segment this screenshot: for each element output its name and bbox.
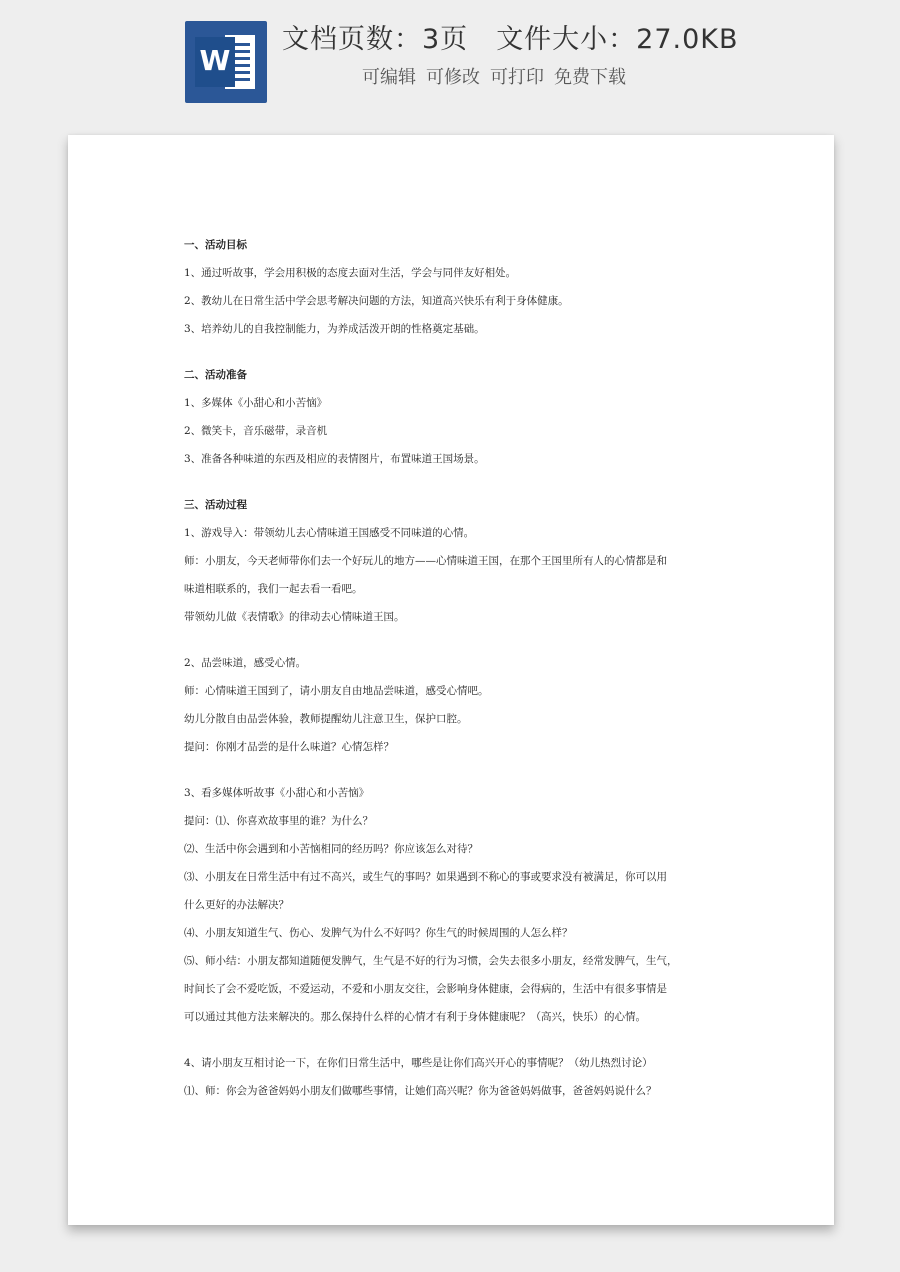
document-line: ⑶、小朋友在日常生活中有过不高兴，或生气的事吗？如果遇到不称心的事或要求没有被满足，你可以用	[184, 871, 667, 883]
document-line: 什么更好的办法解决？	[184, 899, 289, 911]
file-size: 文件大小：27.0KB	[496, 24, 739, 55]
section-heading: 二、活动准备	[184, 369, 247, 381]
file-info-title	[282, 22, 739, 58]
feature-editable: 可编辑	[362, 67, 416, 88]
paragraph-spacer	[184, 1031, 724, 1049]
document-line: 1、游戏导入：带领幼儿去心情味道王国感受不同味道的心情。	[184, 527, 475, 539]
document-line: 带领幼儿做《表情歌》的律动去心情味道王国。	[184, 611, 405, 623]
document-line: ⑸、师小结：小朋友都知道随便发脾气，生气是不好的行为习惯，会失去很多小朋友，经常发脾气，生气，	[184, 955, 678, 967]
page-count: 文档页数：3页	[282, 24, 469, 55]
document-line: 味道相联系的，我们一起去看一看吧。	[184, 583, 363, 595]
document-body	[184, 231, 724, 1105]
document-page	[68, 135, 834, 1225]
icon-letter: W	[199, 44, 231, 77]
document-line: 可以通过其他方法来解决的。那么保持什么样的心情才有利于身体健康呢？（高兴，快乐）的心情。	[184, 1011, 646, 1023]
document-line: 2、品尝味道，感受心情。	[184, 657, 307, 669]
document-line: 幼儿分散自由品尝体验，教师提醒幼儿注意卫生，保护口腔。	[184, 713, 468, 725]
paragraph-spacer	[184, 343, 724, 361]
document-line: ⑵、生活中你会遇到和小苦恼相同的经历吗？你应该怎么对待？	[184, 843, 478, 855]
document-line: 师：小朋友，今天老师带你们去一个好玩儿的地方——心情味道王国，在那个王国里所有人的心情都是和	[184, 555, 667, 567]
document-line: 1、多媒体《小甜心和小苦恼》	[184, 397, 328, 409]
document-line: 2、教幼儿在日常生活中学会思考解决问题的方法，知道高兴快乐有利于身体健康。	[184, 295, 569, 307]
feature-printable: 可打印	[490, 67, 544, 88]
document-line: 提问：⑴、你喜欢故事里的谁？为什么？	[184, 815, 373, 827]
download-header	[0, 0, 900, 125]
document-line: 3、培养幼儿的自我控制能力，为养成活泼开朗的性格奠定基础。	[184, 323, 485, 335]
document-line: 2、微笑卡，音乐磁带，录音机	[184, 425, 328, 437]
feature-modifiable: 可修改	[426, 67, 480, 88]
paragraph-spacer	[184, 473, 724, 491]
paragraph-spacer	[184, 631, 724, 649]
paragraph-spacer	[184, 761, 724, 779]
document-line: ⑷、小朋友知道生气、伤心、发脾气为什么不好吗？你生气的时候周围的人怎么样？	[184, 927, 573, 939]
document-line: 4、请小朋友互相讨论一下，在你们日常生活中，哪些是让你们高兴开心的事情呢？（幼儿热烈讨论）	[184, 1057, 653, 1069]
section-heading: 一、活动目标	[184, 239, 247, 251]
section-heading: 三、活动过程	[184, 499, 247, 511]
document-line: 1、通过听故事，学会用积极的态度去面对生活，学会与同伴友好相处。	[184, 267, 517, 279]
word-document-icon	[185, 21, 267, 103]
document-line: 3、准备各种味道的东西及相应的表情图片，布置味道王国场景。	[184, 453, 485, 465]
document-line: 师：心情味道王国到了，请小朋友自由地品尝味道，感受心情吧。	[184, 685, 489, 697]
feature-list	[362, 66, 636, 90]
feature-free-download: 免费下载	[554, 67, 626, 88]
document-line: 3、看多媒体听故事《小甜心和小苦恼》	[184, 787, 370, 799]
document-line: ⑴、师：你会为爸爸妈妈小朋友们做哪些事情，让她们高兴呢？你为爸爸妈妈做事，爸爸妈妈说什么？	[184, 1085, 657, 1097]
document-line: 提问：你刚才品尝的是什么味道？心情怎样？	[184, 741, 394, 753]
document-line: 时间长了会不爱吃饭，不爱运动，不爱和小朋友交往，会影响身体健康，会得病的，生活中有很多事情是	[184, 983, 667, 995]
